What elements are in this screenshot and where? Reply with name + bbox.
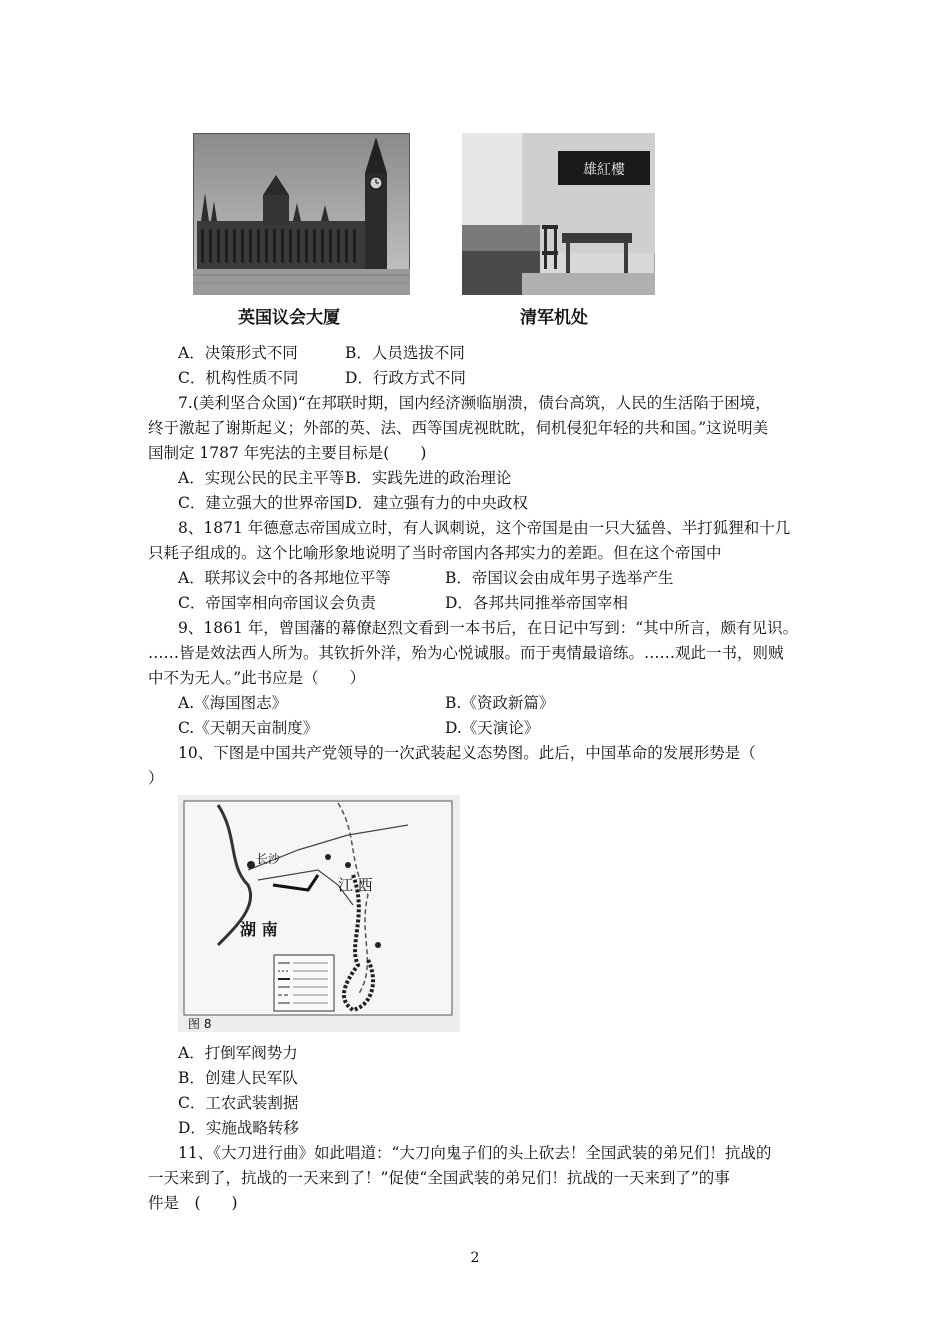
q9-option-c: C.《天朝天亩制度》 [178, 719, 319, 737]
q8-stem-line1: 8、1871 年德意志帝国成立时，有人讽刺说，这个帝国是由一只大猛兽、半打狐狸和十几 [178, 519, 791, 537]
q7-stem-line1: 7.(美利坚合众国)“在邦联时期，国内经济濒临崩溃，债台高筑，人民的生活陷于困境， [178, 394, 771, 412]
q10-stem-line1: 10、下图是中国共产党领导的一次武装起义态势图。此后，中国革命的发展形势是（ [178, 744, 756, 762]
uprising-map-image [178, 795, 460, 1032]
parliament-photo [193, 133, 410, 295]
q10-option-d: D．实施战略转移 [178, 1119, 299, 1137]
grand-council-image [462, 133, 655, 295]
grand-council-photo [462, 133, 655, 295]
q9-stem-line1: 9、1861 年，曾国藩的幕僚赵烈文看到一本书后，在日记中写到：“其中所言，颇有见识。 [178, 619, 799, 637]
q10-option-a: A．打倒军阀势力 [178, 1044, 298, 1062]
map-label-jiangxi: 江 西 [338, 876, 373, 894]
q6-option-b: B．人员选拔不同 [345, 344, 465, 362]
grand-council-caption: 清军机处 [520, 308, 588, 328]
q9-stem-line3: 中不为无人。”此书应是（ ） [148, 669, 366, 687]
q6-option-a: A．决策形式不同 [178, 344, 298, 362]
q8-stem-line2: 只耗子组成的。这个比喻形象地说明了当时帝国内各邦实力的差距。但在这个帝国中 [148, 544, 722, 562]
q6-option-c: C．机构性质不同 [178, 369, 299, 387]
plaque-text: 雄紅樓 [583, 162, 625, 178]
q10-option-c: C．工农武装割据 [178, 1094, 299, 1112]
q10-option-b: B．创建人民军队 [178, 1069, 298, 1087]
q7-option-d: D．建立强有力的中央政权 [345, 494, 528, 512]
q8-option-d: D．各邦共同推举帝国宰相 [445, 594, 628, 612]
q7-stem-line3: 国制定 1787 年宪法的主要目标是( ) [148, 444, 427, 462]
q9-option-d: D.《天演论》 [445, 719, 540, 737]
map-label-hunan: 湖 南 [240, 920, 278, 939]
q11-stem-line1: 11、《大刀进行曲》如此唱道：“大刀向鬼子们的头上砍去！全国武装的弟兄们！抗战的 [178, 1144, 772, 1162]
q9-stem-line2: ……皆是效法西人所为。其钦折外洋，殆为心悦诚服。而于夷情最谙练。……观此一书，则贼 [148, 644, 784, 662]
q10-stem-line2: ） [148, 769, 164, 787]
q7-option-b: B．实践先进的政治理论 [345, 469, 512, 487]
q8-option-a: A．联邦议会中的各邦地位平等 [178, 569, 391, 587]
q11-stem-line2: 一天来到了，抗战的一天来到了！”促使“全国武装的弟兄们！抗战的一天来到了”的事 [148, 1169, 730, 1187]
q6-option-d: D．行政方式不同 [345, 369, 466, 387]
map-label-changsha: 长沙 [256, 852, 281, 866]
parliament-image [193, 133, 410, 295]
q11-stem-line3: 件是 ( ) [148, 1194, 238, 1212]
q8-option-c: C．帝国宰相向帝国议会负责 [178, 594, 376, 612]
parliament-caption: 英国议会大厦 [238, 308, 340, 328]
q9-option-a: A.《海国图志》 [178, 694, 288, 712]
q7-option-c: C．建立强大的世界帝国 [178, 494, 345, 512]
page-number: 2 [470, 1250, 480, 1266]
q8-option-b: B．帝国议会由成年男子选举产生 [445, 569, 674, 587]
q7-stem-line2: 终于激起了谢斯起义；外部的英、法、西等国虎视眈眈，伺机侵犯年轻的共和国。”这说明美 [148, 419, 769, 437]
q9-option-b: B.《资政新篇》 [445, 694, 555, 712]
q7-option-a: A．实现公民的民主平等 [178, 469, 345, 487]
uprising-map [178, 795, 460, 1032]
map-figure-label: 图 8 [188, 1017, 212, 1031]
